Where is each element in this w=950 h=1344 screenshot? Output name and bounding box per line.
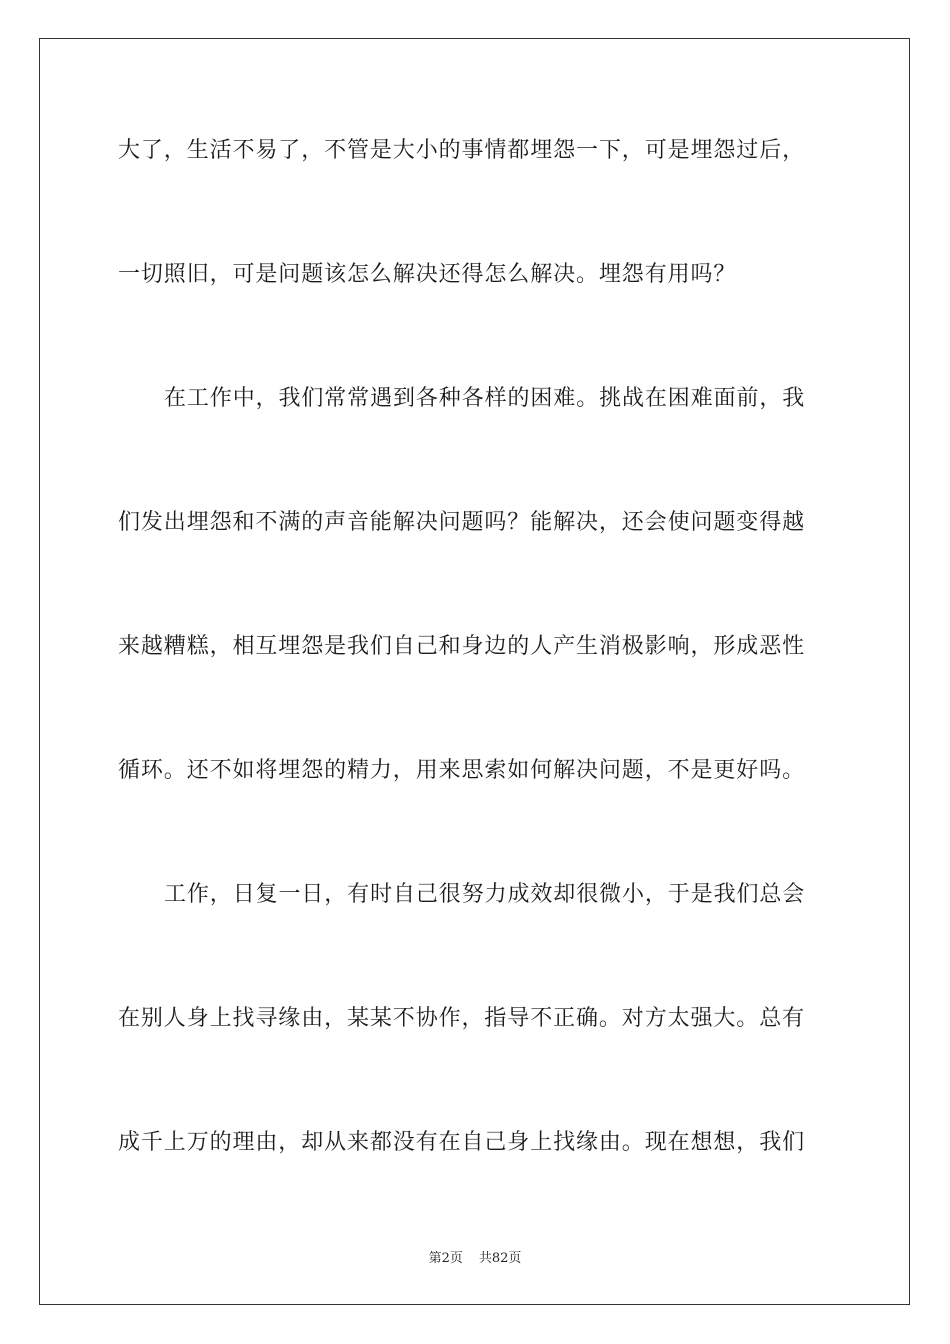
body-line-5: 来越糟糕，相互埋怨是我们自己和身边的人产生消极影响，形成恶性 xyxy=(118,634,806,659)
body-line-9: 成千上万的理由，却从来都没有在自己身上找缘由。现在想想，我们 xyxy=(118,1130,806,1155)
body-line-8: 在别人身上找寻缘由，某某不协作，指导不正确。对方太强大。总有 xyxy=(118,1006,806,1031)
body-line-4: 们发出埋怨和不满的声音能解决问题吗？能解决，还会使问题变得越 xyxy=(118,510,806,535)
page-number: 第2页 xyxy=(428,1251,463,1266)
body-line-1: 大了，生活不易了，不管是大小的事情都埋怨一下，可是埋怨过后， xyxy=(118,138,806,163)
body-line-3: 在工作中，我们常常遇到各种各样的困难。挑战在困难面前，我 xyxy=(164,386,806,411)
page-total: 共82页 xyxy=(478,1251,522,1266)
page-border xyxy=(39,38,910,1305)
page-footer xyxy=(0,1247,950,1266)
body-line-6: 循环。还不如将埋怨的精力，用来思索如何解决问题，不是更好吗。 xyxy=(118,758,806,783)
body-line-2: 一切照旧，可是问题该怎么解决还得怎么解决。埋怨有用吗？ xyxy=(118,262,737,287)
body-line-7: 工作，日复一日，有时自己很努力成效却很微小，于是我们总会 xyxy=(164,882,806,907)
